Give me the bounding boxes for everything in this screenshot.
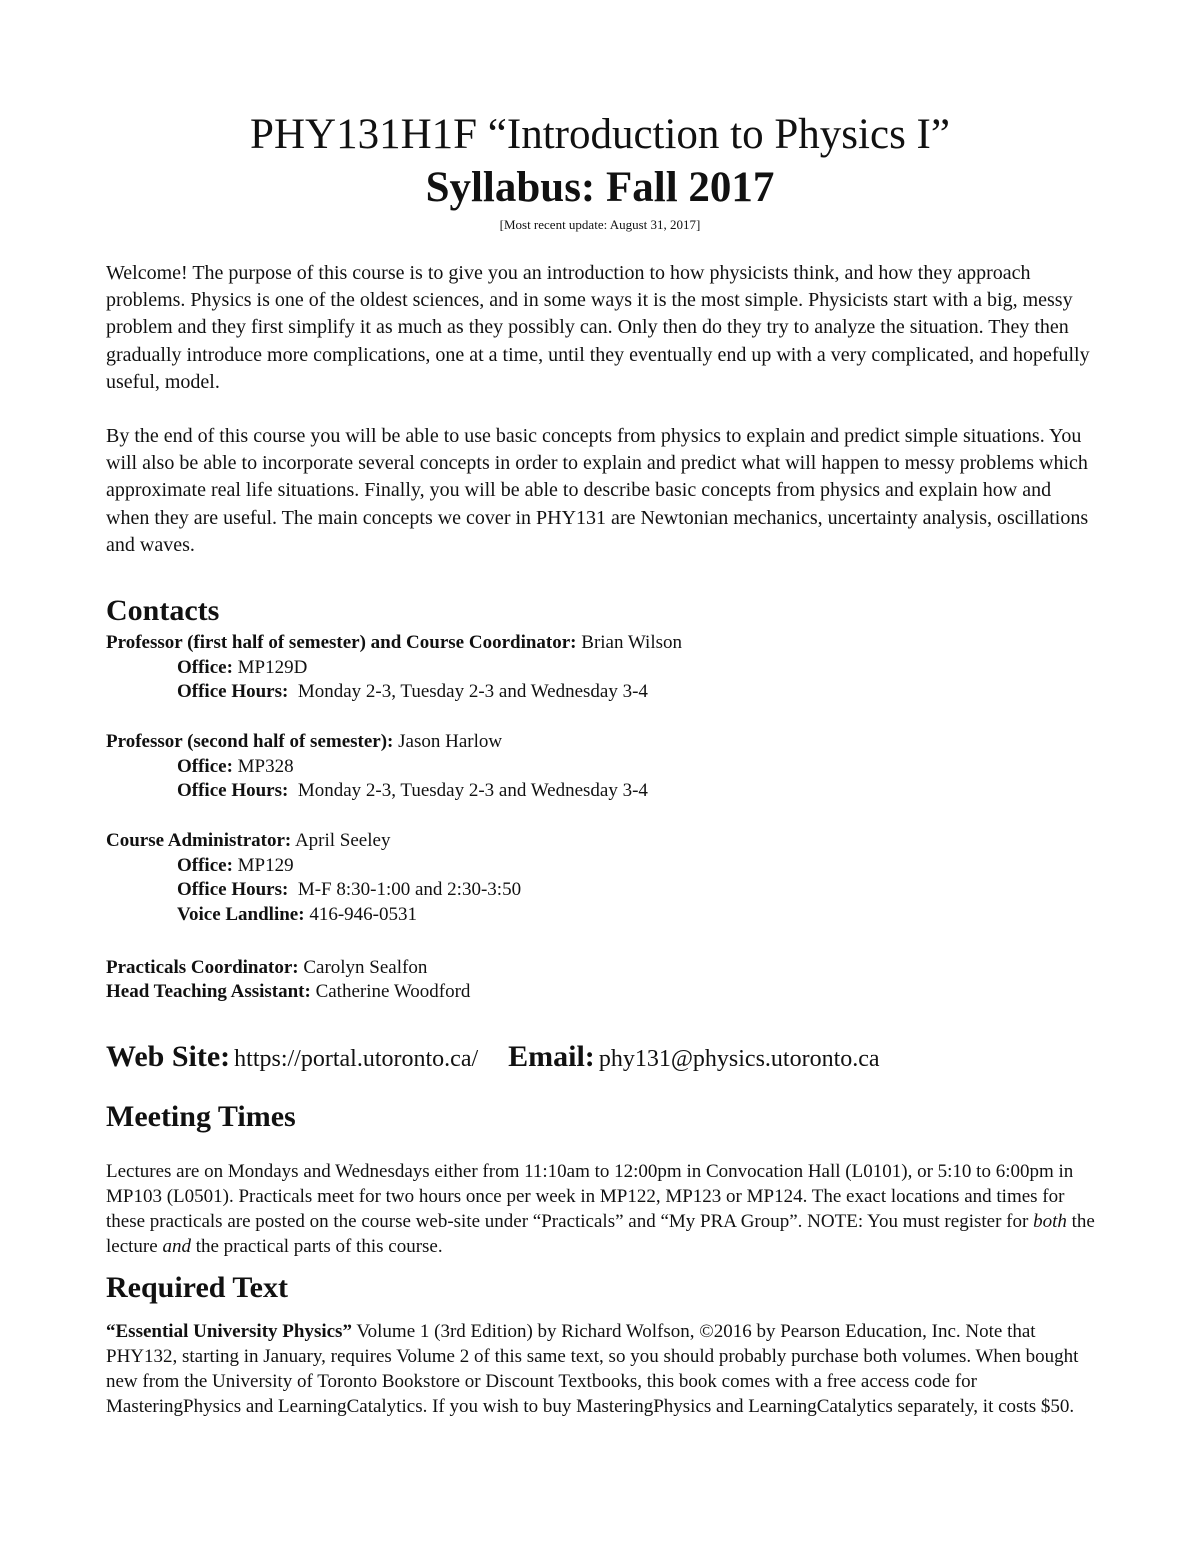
prof2-office-label: Office: <box>177 756 233 777</box>
prof1-office-line <box>177 656 307 680</box>
prof2-hours-label: Office Hours: <box>177 780 289 801</box>
admin-role: Course Administrator: <box>106 830 292 851</box>
admin-phone-line <box>177 903 417 927</box>
meeting-times-paragraph <box>106 1159 1096 1259</box>
prof2-office-line <box>177 755 294 779</box>
head-ta-line <box>106 980 470 1004</box>
intro-paragraph-2: By the end of this course you will be able to use basic concepts from physics to explain and predict simple situations. You will also be able to incorporate several concepts in order to explain and predict what will happen to messy problems which approximate real life situations. Finally, you will be able to describe basic concepts from physics and explain how and when they are useful. The main concepts we cover in PHY131 are Newtonian mechanics, uncertainty analysis, oscillations and waves. <box>106 425 1089 556</box>
prof2-role: Professor (second half of semester): <box>106 731 394 752</box>
meeting-emphasis-both: both <box>1033 1211 1067 1232</box>
intro-paragraph-1: Welcome! The purpose of this course is to give you an introduction to how physicists think, and how they approach problems. Physics is one of the oldest sciences, and in some ways it is the most simple. Physicists start with a big, messy problem and they first simplify it as much as they possibly can. Only then do they try to analyze the situation. They then gradually introduce more complications, one at a time, until they eventually end up with a very complicated, and hopefully useful, model. <box>106 262 1090 393</box>
admin-hours: M-F 8:30-1:00 and 2:30-3:50 <box>297 879 522 900</box>
head-ta-role: Head Teaching Assistant: <box>106 981 311 1002</box>
admin-hours-line <box>177 878 521 902</box>
admin-phone-label: Voice Landline: <box>177 904 305 925</box>
meeting-text-c: the practical parts of this course. <box>190 1236 443 1257</box>
book-title: “Essential University Physics” <box>106 1321 352 1342</box>
practicals-role: Practicals Coordinator: <box>106 957 299 978</box>
meeting-times-heading: Meeting Times <box>106 1100 296 1133</box>
prof1-office-label: Office: <box>177 657 233 678</box>
admin-office-line <box>177 854 294 878</box>
syllabus-title: Syllabus: Fall 2017 <box>425 164 775 211</box>
admin-line <box>106 829 390 853</box>
prof2-hours: Monday 2-3, Tuesday 2-3 and Wednesday 3-4 <box>297 780 648 801</box>
contacts-heading: Contacts <box>106 594 220 627</box>
prof1-line <box>106 631 682 655</box>
admin-phone: 416-946-0531 <box>309 904 417 925</box>
prof2-line <box>106 730 502 754</box>
admin-office: MP129 <box>237 855 294 876</box>
prof2-office: MP328 <box>237 756 294 777</box>
prof1-hours-line <box>177 680 648 704</box>
prof1-hours: Monday 2-3, Tuesday 2-3 and Wednesday 3-4 <box>297 681 648 702</box>
required-text-paragraph <box>106 1319 1096 1419</box>
admin-office-label: Office: <box>177 855 233 876</box>
meeting-text-b: the lecture <box>106 1211 1095 1257</box>
course-title: PHY131H1F “Introduction to Physics I” <box>250 111 950 158</box>
prof1-hours-label: Office Hours: <box>177 681 289 702</box>
practicals-name: Carolyn Sealfon <box>303 957 428 978</box>
email-label: Email: <box>508 1040 595 1073</box>
web-site-label: Web Site: <box>106 1040 231 1073</box>
admin-name: April Seeley <box>294 830 391 851</box>
update-note: [Most recent update: August 31, 2017] <box>499 217 701 232</box>
prof2-hours-line <box>177 779 648 803</box>
prof2-name: Jason Harlow <box>398 731 503 752</box>
practicals-line <box>106 956 427 980</box>
web-site-link[interactable]: https://portal.utoronto.ca/ <box>234 1046 479 1072</box>
meeting-emphasis-and: and <box>162 1236 191 1257</box>
meeting-text-a: Lectures are on Mondays and Wednesdays either from 11:10am to 12:00pm in Convocation Hall (L0101), or 5:10 to 6:00pm in MP103 (L0501). Practicals meet for two hours once per week in MP122, MP123 or MP124. The exact locations and times for these practicals are posted on the course web-site under “Practicals” and “My PRA Group”. NOTE: You must register for <box>106 1161 1074 1232</box>
required-text-body: Volume 1 (3rd Edition) by Richard Wolfson, ©2016 by Pearson Education, Inc. Note that PHY132, starting in January, requires Volume 2 of this same text, so you should probably purchase both volumes. When bought new from the University of Toronto Bookstore or Discount Textbooks, this book comes with a free access code for MasteringPhysics and LearningCatalytics. If you wish to buy MasteringPhysics and LearningCatalytics separately, it costs $50. <box>106 1321 1079 1417</box>
web-email-line <box>106 1040 880 1074</box>
email-link[interactable]: phy131@physics.utoronto.ca <box>598 1046 880 1072</box>
required-text-heading: Required Text <box>106 1271 288 1304</box>
prof1-role: Professor (first half of semester) and Course Coordinator: <box>106 632 577 653</box>
prof1-name: Brian Wilson <box>581 632 683 653</box>
head-ta-name: Catherine Woodford <box>315 981 471 1002</box>
admin-hours-label: Office Hours: <box>177 879 289 900</box>
prof1-office: MP129D <box>237 657 308 678</box>
